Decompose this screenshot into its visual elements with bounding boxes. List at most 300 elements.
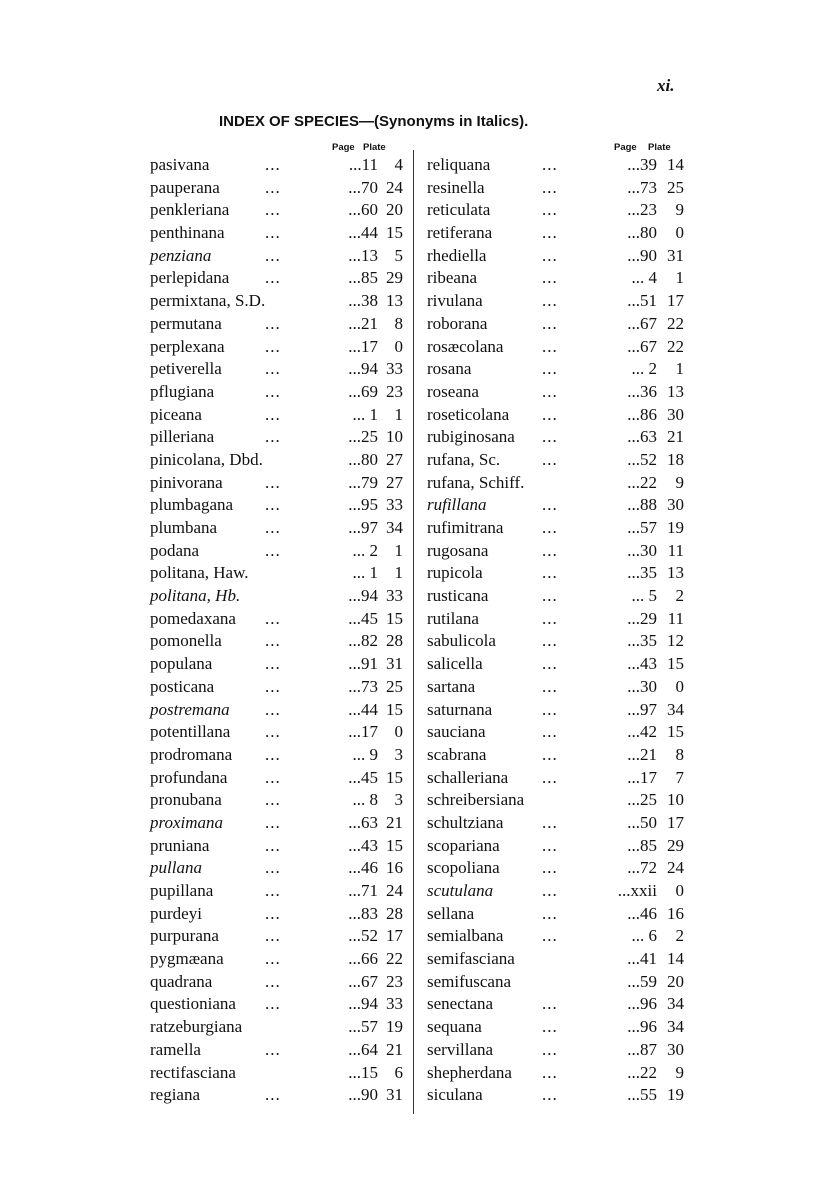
page-ref: ...36 <box>627 381 657 401</box>
species-name: plumbagana <box>150 495 234 515</box>
plate-ref: 34 <box>667 1017 684 1037</box>
species-name: reliquana <box>427 155 491 174</box>
index-entry <box>427 789 692 812</box>
leader-dots: ... <box>542 812 558 832</box>
page-ref: ...90 <box>627 245 657 265</box>
index-entry <box>150 381 410 404</box>
plate-ref: 33 <box>386 994 403 1014</box>
page-ref: ...82 <box>348 631 378 651</box>
plate-ref: 11 <box>667 540 684 560</box>
plate-ref: 8 <box>394 313 403 333</box>
page-ref: ...25 <box>627 790 657 810</box>
leader-dots: ... <box>265 835 281 855</box>
page-ref: ...15 <box>348 1062 378 1082</box>
index-entry <box>427 1016 692 1039</box>
plate-ref: 27 <box>386 449 403 469</box>
page-ref: ...42 <box>627 722 657 742</box>
page-ref: ...83 <box>348 903 378 923</box>
plate-ref: 0 <box>675 676 684 696</box>
leader-dots: ... <box>542 586 558 606</box>
right-page-header: Page <box>614 142 637 153</box>
page-ref: ... 2 <box>352 540 378 560</box>
plate-ref: 34 <box>667 994 684 1014</box>
page-ref: ...17 <box>348 722 378 742</box>
species-name: purdeyi <box>150 903 202 923</box>
plate-ref: 1 <box>675 268 684 288</box>
species-name: pinivorana <box>150 472 223 492</box>
plate-ref: 6 <box>394 1062 403 1082</box>
species-name: piceana <box>150 404 202 424</box>
leader-dots: ... <box>265 1085 281 1105</box>
plate-ref: 9 <box>675 472 684 492</box>
index-entry <box>427 154 692 177</box>
index-entry <box>150 608 410 631</box>
plate-ref: 13 <box>667 563 684 583</box>
plate-ref: 0 <box>675 881 684 900</box>
index-entry <box>427 404 692 427</box>
column-divider <box>413 150 414 1114</box>
species-name: pupillana <box>150 881 214 900</box>
page-ref: ...46 <box>348 858 378 878</box>
species-name: retiferana <box>427 223 493 243</box>
page-ref: ...59 <box>627 971 657 991</box>
species-name: pasivana <box>150 155 210 174</box>
plate-ref: 22 <box>667 336 684 356</box>
index-entry <box>150 993 410 1016</box>
species-name: pauperana <box>150 177 220 197</box>
index-entry <box>427 812 692 835</box>
leader-dots: ... <box>542 245 558 265</box>
leader-dots: ... <box>265 359 281 379</box>
page-ref: ...64 <box>348 1039 378 1059</box>
species-name: pomedaxana <box>150 608 236 628</box>
page-ref: ...29 <box>627 608 657 628</box>
plate-ref: 19 <box>667 1085 684 1105</box>
plate-ref: 0 <box>675 223 684 243</box>
species-name: pronubana <box>150 790 222 810</box>
leader-dots: ... <box>542 449 558 469</box>
index-entry <box>427 222 692 245</box>
index-entry <box>150 290 410 313</box>
leader-dots: ... <box>265 903 281 923</box>
leader-dots: ... <box>542 291 558 311</box>
index-entry <box>150 358 410 381</box>
index-entry <box>150 177 410 200</box>
page-ref: ...91 <box>348 654 378 674</box>
index-entry <box>427 267 692 290</box>
plate-ref: 33 <box>386 359 403 379</box>
page-ref: ...55 <box>627 1085 657 1105</box>
plate-ref: 15 <box>386 608 403 628</box>
leader-dots: ... <box>542 177 558 197</box>
index-entry <box>150 585 410 608</box>
index-entry <box>150 562 410 585</box>
plate-ref: 15 <box>386 699 403 719</box>
page-ref: ...69 <box>348 381 378 401</box>
plate-ref: 31 <box>667 245 684 265</box>
page-ref: ...90 <box>348 1085 378 1105</box>
leader-dots: ... <box>542 1017 558 1037</box>
index-entry <box>427 653 692 676</box>
plate-ref: 13 <box>667 381 684 401</box>
page-ref: ...43 <box>348 835 378 855</box>
page-ref: ...30 <box>627 676 657 696</box>
species-name: pomonella <box>150 631 222 651</box>
page-ref: ...22 <box>627 472 657 492</box>
index-entry <box>427 993 692 1016</box>
species-name: rufimitrana <box>427 518 504 537</box>
leader-dots: ... <box>542 381 558 401</box>
leader-dots: ... <box>542 336 558 356</box>
page-ref: ...80 <box>627 223 657 243</box>
species-name: rhediella <box>427 245 487 265</box>
page-ref: ...94 <box>348 359 378 379</box>
species-name: rufillana <box>427 495 487 515</box>
page-ref: ...46 <box>627 903 657 923</box>
index-entry <box>427 857 692 880</box>
plate-ref: 34 <box>386 518 403 537</box>
plate-ref: 23 <box>386 971 403 991</box>
species-name: resinella <box>427 177 485 197</box>
plate-ref: 25 <box>667 177 684 197</box>
plate-ref: 15 <box>386 835 403 855</box>
species-name: rectifasciana <box>150 1062 236 1082</box>
species-name: semifuscana <box>427 971 512 991</box>
page-ref: ...52 <box>627 449 657 469</box>
species-name: scopoliana <box>427 858 500 878</box>
page-ref: ... 8 <box>352 790 378 810</box>
page-ref: ...67 <box>627 313 657 333</box>
page-ref: ...94 <box>348 994 378 1014</box>
species-name: ratzeburgiana <box>150 1017 243 1037</box>
species-name: sauciana <box>427 722 486 742</box>
page-ref: ...72 <box>627 858 657 878</box>
page-ref: ...73 <box>627 177 657 197</box>
plate-ref: 0 <box>394 336 403 356</box>
leader-dots: ... <box>265 200 281 220</box>
plate-ref: 16 <box>386 858 403 878</box>
page-ref: ...79 <box>348 472 378 492</box>
plate-ref: 33 <box>386 586 403 606</box>
index-entry <box>150 449 410 472</box>
species-name: roseana <box>427 381 479 401</box>
index-entry <box>427 562 692 585</box>
plate-ref: 21 <box>386 1039 403 1059</box>
index-entry <box>427 948 692 971</box>
index-entry <box>150 1016 410 1039</box>
plate-ref: 15 <box>386 223 403 243</box>
species-name: pygmæana <box>150 949 224 969</box>
index-entry <box>427 517 692 540</box>
plate-ref: 24 <box>386 177 403 197</box>
plate-ref: 10 <box>386 427 403 447</box>
plate-ref: 1 <box>394 563 403 583</box>
plate-ref: 0 <box>394 722 403 742</box>
right-index-column <box>427 154 692 1107</box>
species-name: pullana <box>150 858 202 878</box>
leader-dots: ... <box>542 427 558 447</box>
index-entry <box>150 971 410 994</box>
species-name: regiana <box>150 1085 201 1105</box>
index-entry <box>150 880 410 903</box>
leader-dots: ... <box>542 540 558 560</box>
index-entry <box>150 404 410 427</box>
plate-ref: 24 <box>386 881 403 900</box>
index-entry <box>150 812 410 835</box>
species-name: schalleriana <box>427 767 509 787</box>
index-entry <box>150 494 410 517</box>
index-entry <box>150 313 410 336</box>
page-ref: ...52 <box>348 926 378 946</box>
plate-ref: 15 <box>667 722 684 742</box>
species-name: scopariana <box>427 835 500 855</box>
plate-ref: 19 <box>667 518 684 537</box>
index-entry <box>150 426 410 449</box>
leader-dots: ... <box>542 722 558 742</box>
index-entry <box>427 336 692 359</box>
leader-dots: ... <box>265 427 281 447</box>
page-ref: ...50 <box>627 812 657 832</box>
index-entry <box>427 540 692 563</box>
plate-ref: 18 <box>667 449 684 469</box>
plate-ref: 7 <box>675 767 684 787</box>
species-name: ramella <box>150 1039 201 1059</box>
leader-dots: ... <box>542 699 558 719</box>
page-ref: ...97 <box>348 518 378 537</box>
leader-dots: ... <box>265 1039 281 1059</box>
leader-dots: ... <box>542 313 558 333</box>
index-entry <box>150 222 410 245</box>
species-name: scutulana <box>427 881 494 900</box>
leader-dots: ... <box>265 518 281 537</box>
species-name: salicella <box>427 654 483 674</box>
leader-dots: ... <box>542 744 558 764</box>
index-entry <box>150 835 410 858</box>
index-entry <box>150 948 410 971</box>
plate-ref: 15 <box>386 767 403 787</box>
page-ref: ...63 <box>348 812 378 832</box>
page-ref: ... 1 <box>352 563 378 583</box>
species-name: schultziana <box>427 812 504 832</box>
leader-dots: ... <box>542 359 558 379</box>
leader-dots: ... <box>265 858 281 878</box>
species-name: shepherdana <box>427 1062 512 1082</box>
leader-dots: ... <box>265 177 281 197</box>
page-ref: ...94 <box>348 586 378 606</box>
plate-ref: 4 <box>394 155 403 174</box>
plate-ref: 29 <box>386 268 403 288</box>
index-entry <box>427 177 692 200</box>
plate-ref: 23 <box>386 381 403 401</box>
index-entry <box>150 857 410 880</box>
index-entry <box>150 245 410 268</box>
plate-ref: 17 <box>386 926 403 946</box>
leader-dots: ... <box>542 858 558 878</box>
plate-ref: 5 <box>394 245 403 265</box>
index-entry <box>427 199 692 222</box>
page-ref: ...57 <box>348 1017 378 1037</box>
index-entry <box>427 290 692 313</box>
species-name: plumbana <box>150 518 218 537</box>
page-ref: ...13 <box>348 245 378 265</box>
species-name: quadrana <box>150 971 213 991</box>
leader-dots: ... <box>265 654 281 674</box>
index-entry <box>150 676 410 699</box>
species-name: roseticolana <box>427 404 510 424</box>
leader-dots: ... <box>265 744 281 764</box>
index-entry <box>150 653 410 676</box>
index-entry <box>427 358 692 381</box>
index-entry <box>427 449 692 472</box>
species-name: pflugiana <box>150 381 215 401</box>
page-ref: ...43 <box>627 654 657 674</box>
left-index-column <box>150 154 410 1107</box>
leader-dots: ... <box>542 223 558 243</box>
species-name: rugosana <box>427 540 489 560</box>
index-entry <box>427 699 692 722</box>
leader-dots: ... <box>542 1039 558 1059</box>
index-entry <box>150 744 410 767</box>
leader-dots: ... <box>265 767 281 787</box>
plate-ref: 21 <box>386 812 403 832</box>
plate-ref: 34 <box>667 699 684 719</box>
page-ref: ...41 <box>627 949 657 969</box>
page-ref: ...xxii <box>617 881 657 900</box>
page-ref: ... 2 <box>631 359 657 379</box>
species-name: penthinana <box>150 223 225 243</box>
leader-dots: ... <box>265 540 281 560</box>
plate-ref: 1 <box>394 540 403 560</box>
plate-ref: 19 <box>386 1017 403 1037</box>
leader-dots: ... <box>265 994 281 1014</box>
leader-dots: ... <box>542 676 558 696</box>
plate-ref: 9 <box>675 200 684 220</box>
plate-ref: 33 <box>386 495 403 515</box>
leader-dots: ... <box>265 336 281 356</box>
page-ref: ... 5 <box>631 586 657 606</box>
plate-ref: 8 <box>675 744 684 764</box>
species-name: sellana <box>427 903 475 923</box>
species-name: prodromana <box>150 744 233 764</box>
leader-dots: ... <box>265 223 281 243</box>
species-name: rufana, Schiff. <box>427 472 525 492</box>
index-entry <box>427 245 692 268</box>
leader-dots: ... <box>265 268 281 288</box>
leader-dots: ... <box>265 381 281 401</box>
page-ref: ...60 <box>348 200 378 220</box>
leader-dots: ... <box>542 881 558 900</box>
species-name: petiverella <box>150 359 222 379</box>
index-entry <box>150 540 410 563</box>
leader-dots: ... <box>542 563 558 583</box>
page-ref: ...35 <box>627 631 657 651</box>
page-ref: ...73 <box>348 676 378 696</box>
index-entry <box>150 767 410 790</box>
leader-dots: ... <box>542 404 558 424</box>
index-entry <box>427 835 692 858</box>
index-entry <box>150 1039 410 1062</box>
species-name: reticulata <box>427 200 491 220</box>
species-name: postremana <box>150 699 230 719</box>
leader-dots: ... <box>542 631 558 651</box>
left-page-header: Page <box>332 142 355 153</box>
leader-dots: ... <box>542 903 558 923</box>
index-entry <box>150 336 410 359</box>
leader-dots: ... <box>265 926 281 946</box>
index-entry <box>427 676 692 699</box>
index-entry <box>150 199 410 222</box>
species-name: podana <box>150 540 200 560</box>
leader-dots: ... <box>542 608 558 628</box>
page-ref: ...44 <box>348 699 378 719</box>
species-name: semifasciana <box>427 949 515 969</box>
species-name: permutana <box>150 313 222 333</box>
leader-dots: ... <box>542 1085 558 1105</box>
index-entry <box>427 494 692 517</box>
index-entry <box>150 721 410 744</box>
leader-dots: ... <box>265 472 281 492</box>
species-name: rufana, Sc. <box>427 449 501 469</box>
index-entry <box>150 472 410 495</box>
page-ref: ...63 <box>627 427 657 447</box>
page-ref: ...30 <box>627 540 657 560</box>
index-entry <box>150 517 410 540</box>
page-ref: ... 1 <box>352 404 378 424</box>
leader-dots: ... <box>542 518 558 537</box>
page-ref: ...71 <box>348 881 378 900</box>
species-name: proximana <box>150 812 224 832</box>
page-ref: ...95 <box>348 495 378 515</box>
species-name: pruniana <box>150 835 210 855</box>
plate-ref: 22 <box>667 313 684 333</box>
leader-dots: ... <box>265 404 281 424</box>
index-entry <box>427 472 692 495</box>
plate-ref: 3 <box>394 790 403 810</box>
leader-dots: ... <box>265 949 281 969</box>
index-entry <box>427 1084 692 1107</box>
species-name: politana, Haw. <box>150 563 249 583</box>
plate-ref: 11 <box>667 608 684 628</box>
plate-ref: 14 <box>667 155 684 174</box>
leader-dots: ... <box>265 699 281 719</box>
index-entry <box>427 925 692 948</box>
plate-ref: 28 <box>386 903 403 923</box>
species-name: saturnana <box>427 699 493 719</box>
plate-ref: 30 <box>667 404 684 424</box>
species-name: rosana <box>427 359 472 379</box>
leader-dots: ... <box>542 767 558 787</box>
species-name: rivulana <box>427 291 483 311</box>
leader-dots: ... <box>265 631 281 651</box>
species-name: pinicolana, Dbd. <box>150 449 263 469</box>
leader-dots: ... <box>542 654 558 674</box>
page-ref: ...21 <box>348 313 378 333</box>
plate-ref: 2 <box>675 926 684 946</box>
page-ref: ...25 <box>348 427 378 447</box>
leader-dots: ... <box>265 155 281 174</box>
leader-dots: ... <box>265 812 281 832</box>
page-ref: ...87 <box>627 1039 657 1059</box>
page-ref: ...39 <box>627 155 657 174</box>
plate-ref: 30 <box>667 1039 684 1059</box>
species-name: senectana <box>427 994 494 1014</box>
page-ref: ...66 <box>348 949 378 969</box>
index-entry <box>427 630 692 653</box>
species-name: rubiginosana <box>427 427 515 447</box>
species-name: rupicola <box>427 563 483 583</box>
page-ref: ... 6 <box>631 926 657 946</box>
leader-dots: ... <box>542 495 558 515</box>
